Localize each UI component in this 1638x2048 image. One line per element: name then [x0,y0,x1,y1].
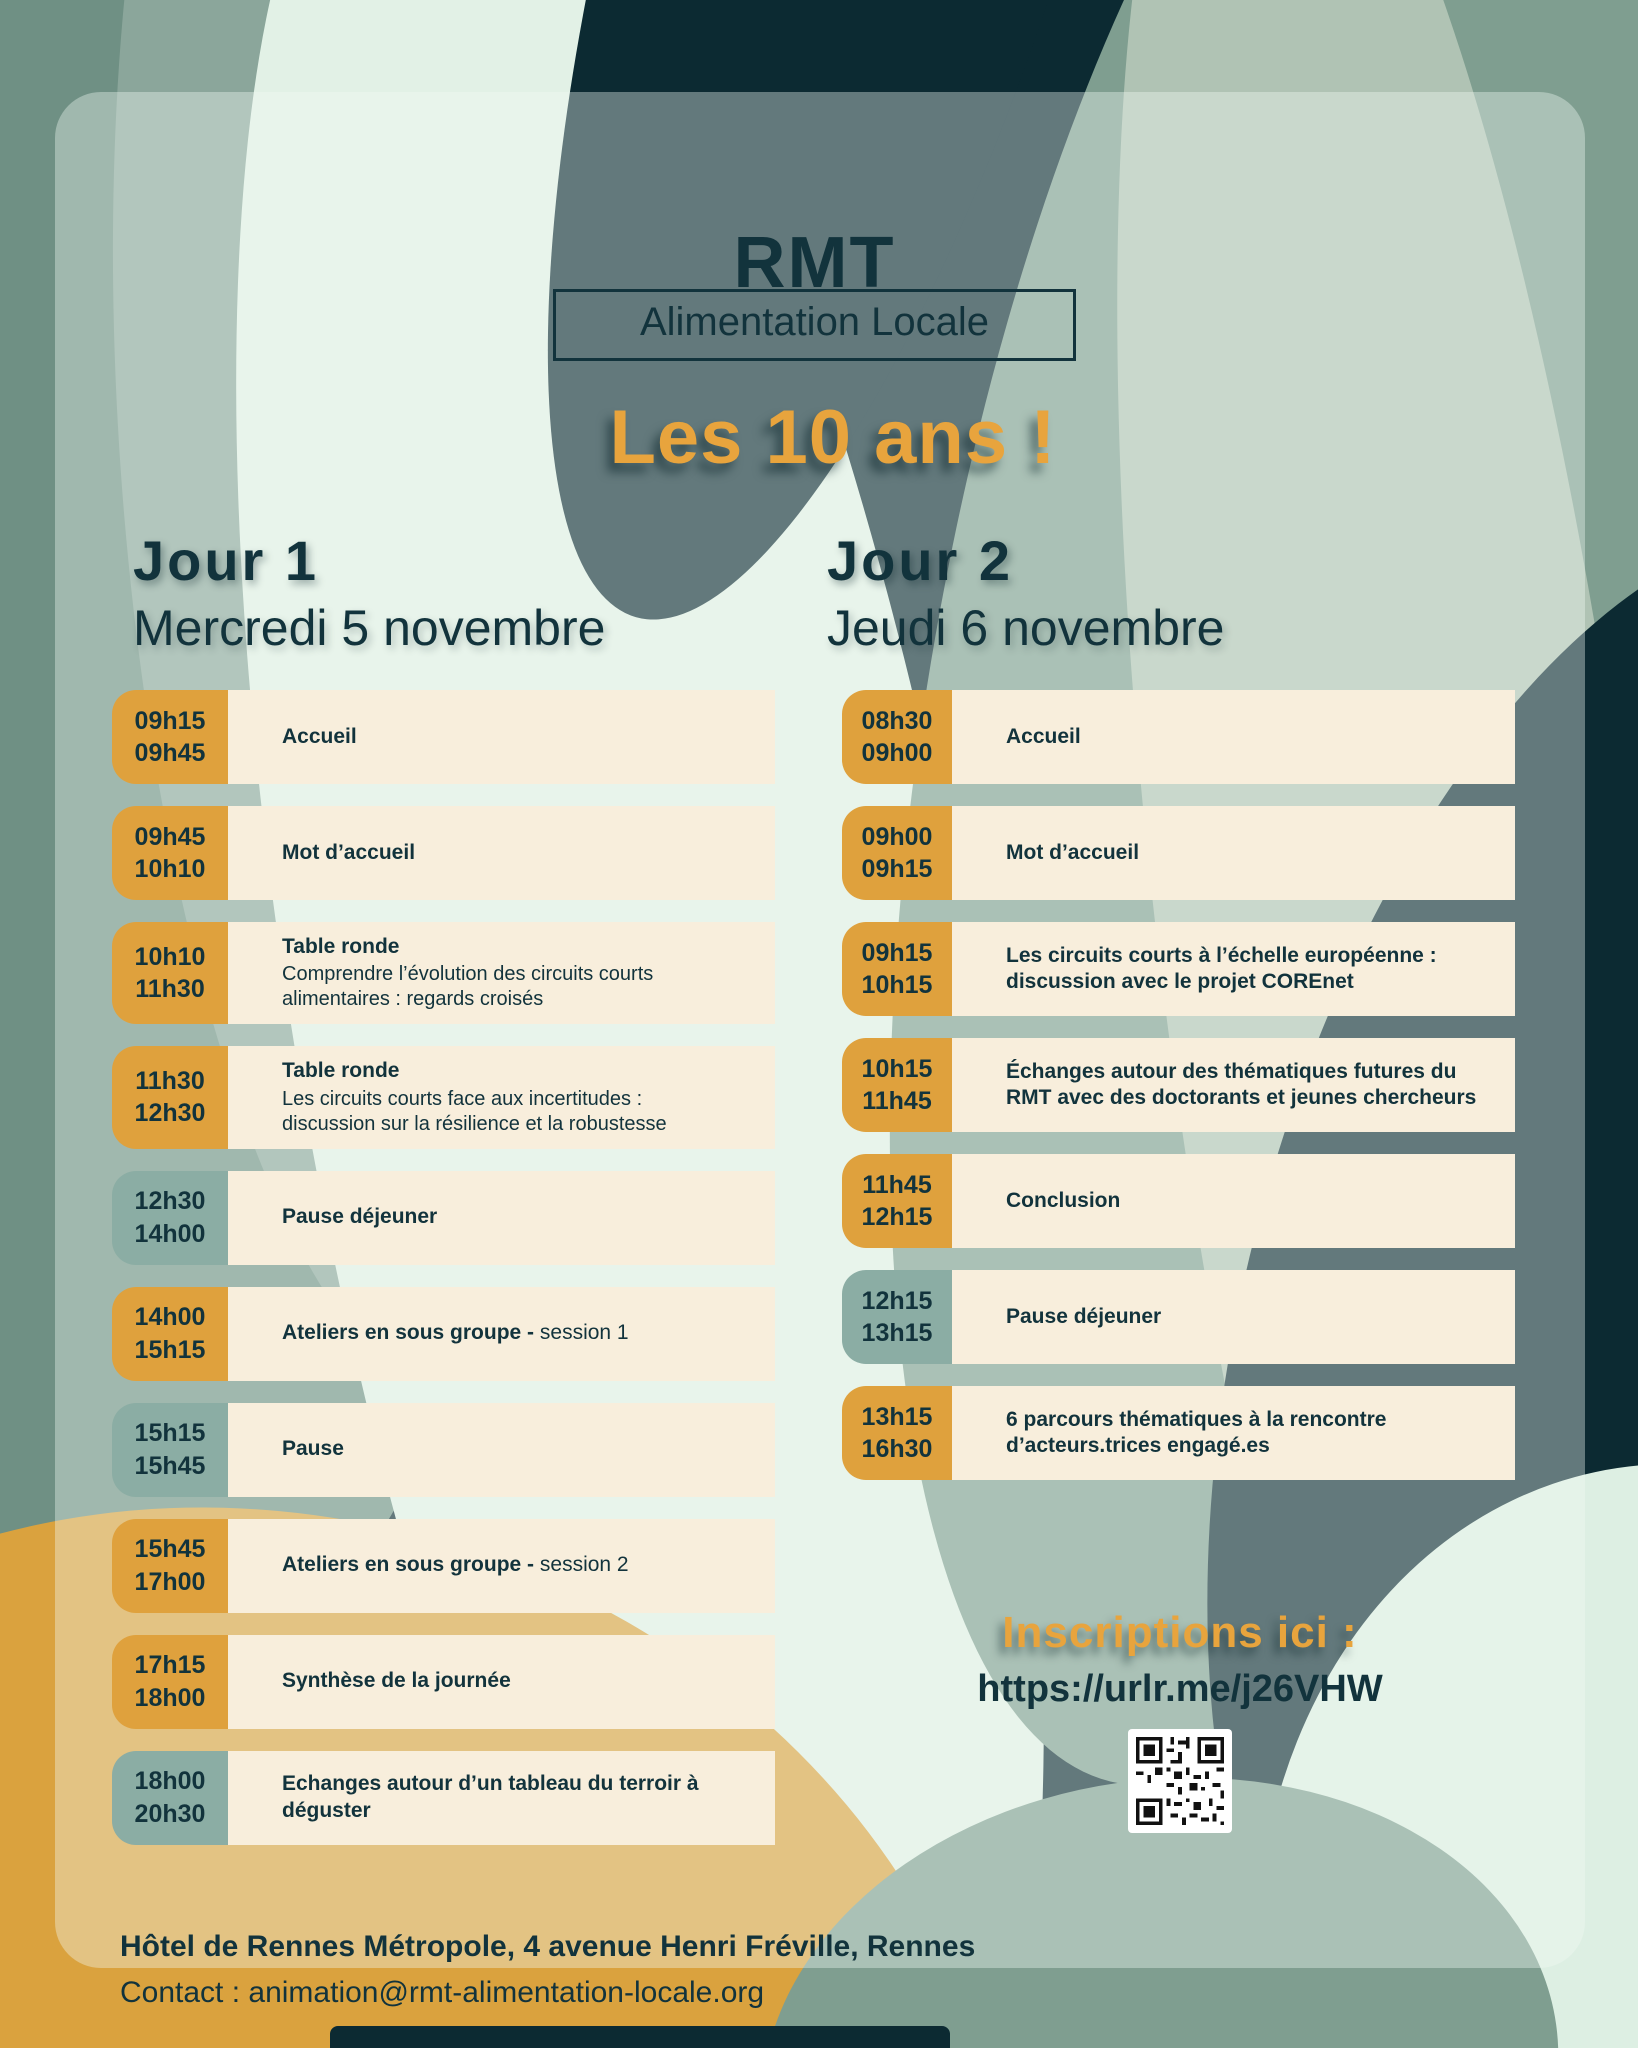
time-end: 15h45 [134,1451,206,1480]
time-slot [112,806,228,900]
day1-name: Jour 1 [133,529,320,592]
session-card [952,1270,1515,1364]
time-end: 12h15 [861,1203,933,1231]
session-title: Echanges autour d’un tableau du terroir à déguster [282,1772,699,1822]
session-card [952,690,1515,784]
time-start: 10h10 [134,942,206,971]
session-title: Pause [282,1437,344,1461]
time-slot [842,1270,952,1364]
time-end: 11h30 [135,975,205,1004]
schedule-row [112,1519,775,1613]
session-title: Mot d’accueil [1006,840,1140,864]
time-slot [112,1635,228,1729]
session-card [228,806,775,900]
footer [120,1930,975,2010]
time-start: 09h15 [134,706,206,735]
session-title: Synthèse de la journée [282,1669,511,1693]
schedule-row [842,1270,1515,1364]
time-slot [842,1386,952,1480]
time-slot [112,1171,228,1265]
time-end: 18h00 [134,1683,206,1712]
time-end: 15h15 [134,1335,206,1364]
session-card [952,806,1515,900]
session-title: Accueil [1006,724,1081,748]
session-title: Conclusion [1006,1188,1121,1212]
poster-title: Les 10 ans ! [609,395,1057,480]
time-start: 09h15 [861,938,933,967]
contact-email: Contact : animation@rmt-alimentation-locale.org [120,1976,765,2009]
time-slot [112,1519,228,1613]
logo-acronym: RMT [733,223,896,303]
schedule-row [842,1386,1515,1480]
session-title-suffix: session 2 [534,1553,629,1577]
registration-block [950,1608,1410,1833]
schedule-row [112,922,775,1024]
time-end: 09h15 [861,855,933,883]
schedule-row [112,1751,775,1845]
session-title: Pause déjeuner [1006,1304,1162,1328]
session-card [228,1287,775,1381]
time-end: 12h30 [134,1099,206,1128]
session-title: Les circuits courts à l’échelle européenne : discussion avec le projet COREnet [1006,943,1437,993]
session-title: 6 parcours thématiques à la rencontre d’acteurs.trices engagé.es [1006,1407,1387,1457]
time-end: 10h10 [134,855,206,883]
schedule-row [112,1403,775,1497]
session-subtitle: Les circuits courts face aux incertitudes : discussion sur la résilience et la robustesse [282,1087,667,1135]
schedule-row [112,1046,775,1148]
schedule-row [112,1287,775,1381]
time-slot [842,922,952,1016]
time-slot [112,1403,228,1497]
time-end: 17h00 [134,1567,206,1596]
schedule-row [842,806,1515,900]
day2-schedule [842,690,1515,1480]
schedule-row [112,690,775,784]
qr-code-icon [1128,1729,1232,1833]
session-card [228,1403,775,1497]
time-end: 13h15 [861,1319,933,1347]
session-title: Échanges autour des thématiques futures du RMT avec des doctorants et jeunes chercheurs [1006,1059,1477,1109]
day1-schedule [112,690,775,1845]
time-slot [842,806,952,900]
time-slot [842,1154,952,1248]
session-title: Table ronde [282,935,400,958]
day2-date: Jeudi 6 novembre [827,600,1225,656]
rmt-logo [553,223,1076,361]
schedule-row [842,1154,1515,1248]
time-start: 17h15 [134,1651,206,1679]
schedule-row [112,1635,775,1729]
time-slot [112,1046,228,1148]
day2-name: Jour 2 [827,529,1014,592]
time-end: 09h45 [134,739,206,767]
venue-address: Hôtel de Rennes Métropole, 4 avenue Henri Fréville, Rennes [120,1930,976,1963]
time-start: 12h30 [134,1187,206,1215]
session-title: Pause déjeuner [282,1205,438,1229]
session-title: Mot d’accueil [282,840,416,864]
session-card [952,922,1515,1016]
time-start: 13h15 [861,1402,933,1431]
time-start: 15h45 [134,1535,206,1563]
time-end: 09h00 [861,739,933,767]
time-start: 09h45 [134,822,206,851]
day1-heading [133,528,605,657]
schedule-row [112,806,775,900]
session-card [228,690,775,784]
session-card [228,1171,775,1265]
session-title-suffix: session 1 [534,1321,629,1345]
time-start: 09h00 [861,822,933,851]
time-slot [112,922,228,1024]
schedule-row [842,922,1515,1016]
session-title: Ateliers en sous groupe - session 1 [282,1321,629,1345]
session-card [228,1635,775,1729]
logo-name: Alimentation Locale [639,300,990,344]
session-card [228,1519,775,1613]
time-end: 16h30 [861,1435,933,1463]
day1-date: Mercredi 5 novembre [133,600,606,656]
time-slot [842,690,952,784]
time-start: 14h00 [134,1303,206,1331]
session-title: Table ronde [282,1059,400,1083]
session-subtitle: Comprendre l’évolution des circuits courts alimentaires : regards croisés [282,963,654,1011]
day2-heading [827,528,1224,657]
time-start: 11h30 [135,1066,205,1095]
session-card [228,1046,775,1148]
schedule-row [842,1038,1515,1132]
time-slot [112,1751,228,1845]
session-card [952,1386,1515,1480]
session-card [228,922,775,1024]
session-card [952,1038,1515,1132]
session-card [228,1751,775,1845]
schedule-row [842,690,1515,784]
schedule-row [112,1171,775,1265]
time-end: 14h00 [134,1219,206,1248]
session-title: Accueil [282,724,357,748]
time-start: 08h30 [861,706,933,735]
time-start: 12h15 [861,1286,933,1315]
time-slot [112,1287,228,1381]
time-start: 18h00 [134,1767,206,1795]
time-slot [112,690,228,784]
session-card [952,1154,1515,1248]
time-start: 15h15 [134,1419,206,1447]
registration-heading: Inscriptions ici : [1002,1608,1358,1657]
time-end: 10h15 [861,971,933,999]
time-slot [842,1038,952,1132]
time-start: 11h45 [862,1170,932,1199]
registration-url[interactable]: https://urlr.me/j26VHW [977,1668,1383,1710]
time-end: 20h30 [134,1799,206,1828]
time-end: 11h45 [862,1087,932,1115]
time-start: 10h15 [861,1054,933,1083]
session-title: Ateliers en sous groupe - session 2 [282,1553,629,1577]
